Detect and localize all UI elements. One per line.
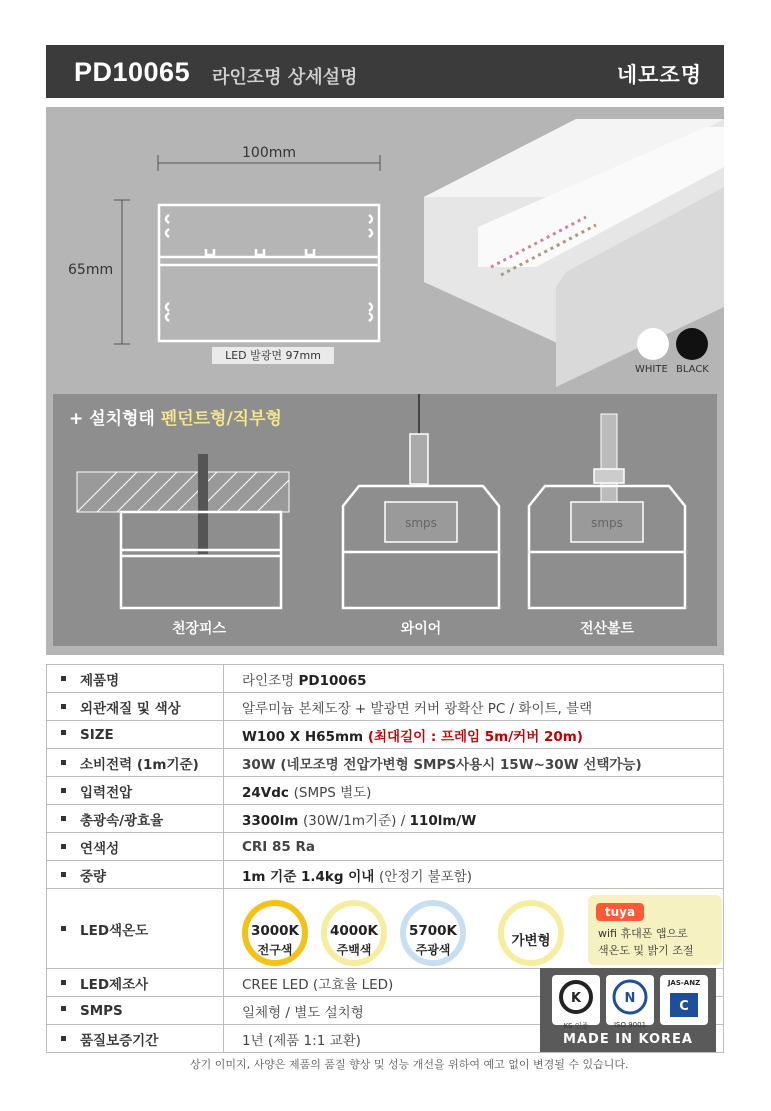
table-row: SMPS 일체형 / 별도 설치형 (47, 997, 724, 1025)
iso-cert-icon: N ISO 9001 (606, 975, 654, 1025)
bolt-smps-label: smps (591, 516, 623, 530)
table-row: 제품명 라인조명 PD10065 (47, 665, 724, 693)
table-row: 품질보증기간 1년 (제품 1:1 교환) (47, 1025, 724, 1053)
made-in-korea-label: MADE IN KOREA (563, 1032, 693, 1047)
color-temp-3000k: 3000K 전구색 (242, 900, 308, 966)
color-temp-5700k: 5700K 주광색 (400, 900, 466, 966)
installation-title: + 설치형태 펜던트형/직부형 (69, 409, 282, 429)
table-row: SIZE W100 X H65mm (최대길이 : 프레임 5m/커버 20m) (47, 721, 724, 749)
black-swatch-label: BLACK (676, 364, 709, 375)
page-header (46, 45, 724, 98)
installation-drawings (53, 394, 717, 614)
certification-box (540, 968, 716, 1052)
table-row: 연색성 CRI 85 Ra (47, 833, 724, 861)
led-emitting-width-tag: LED 발광면 97mm (212, 347, 334, 364)
table-row: 입력전압 24Vdc (SMPS 별도) (47, 777, 724, 805)
svg-text:K: K (570, 991, 582, 1006)
jas-anz-cert-icon: JAS-ANZ C (660, 975, 708, 1025)
tuya-app-note: tuya wifi 휴대폰 앱으로 색온도 및 밝기 조절 (588, 895, 722, 965)
table-row: 외관재질 및 색상 알루미늄 본체도장 + 발광면 커버 광확산 PC / 화이트, 블랙 (47, 693, 724, 721)
color-temp-tunable: 가변형 (498, 900, 564, 966)
height-dimension-label: 65mm (68, 262, 114, 278)
cross-section-drawing (46, 107, 724, 387)
model-number: PD10065 (74, 57, 191, 87)
threaded-bolt-caption: 전산볼트 (579, 621, 635, 637)
disclaimer-footnote: 상기 이미지, 사양은 제품의 품질 향상 및 성능 개선을 위하여 예고 없이 변경될 수 있습니다. (190, 1058, 629, 1071)
table-row: 소비전력 (1m기준) 30W (네모조명 전압가변형 SMPS사용시 15W~30W 선택가능) (47, 749, 724, 777)
installation-types-highlight: 펜던트형/직부형 (160, 409, 282, 429)
ceiling-screw-caption: 천장피스 (171, 621, 227, 637)
product-diagram-panel (46, 107, 724, 655)
table-row: 총광속/광효율 3300lm (30W/1m기준) / 110lm/W (47, 805, 724, 833)
tuya-logo: tuya (596, 903, 644, 921)
table-row: 중량 1m 기준 1.4kg 이내 (안정기 불포함) (47, 861, 724, 889)
page-subtitle: 라인조명 상세설명 (212, 67, 358, 88)
color-temp-4000k: 4000K 주백색 (321, 900, 387, 966)
brand-logo: 네모조명 (616, 63, 702, 87)
installation-types-panel (53, 394, 717, 646)
white-color-swatch (637, 328, 669, 360)
width-dimension-label: 100mm (242, 145, 296, 161)
white-swatch-label: WHITE (635, 364, 668, 375)
table-row: LED색온도 3000K 전구색 4000K 주백색 5700K 주광색 가변형 tuya wifi 휴대폰 앱으로 색온도 및 밝기 조절 (47, 889, 724, 969)
ks-cert-icon: K KS 인증 (552, 975, 600, 1025)
black-color-swatch (676, 328, 708, 360)
svg-text:C: C (679, 999, 689, 1014)
wire-caption: 와이어 (400, 621, 442, 637)
color-temperature-options (242, 890, 723, 968)
svg-text:N: N (624, 991, 636, 1006)
table-row: LED제조사 CREE LED (고효율 LED) (47, 969, 724, 997)
wire-smps-label: smps (405, 516, 437, 530)
